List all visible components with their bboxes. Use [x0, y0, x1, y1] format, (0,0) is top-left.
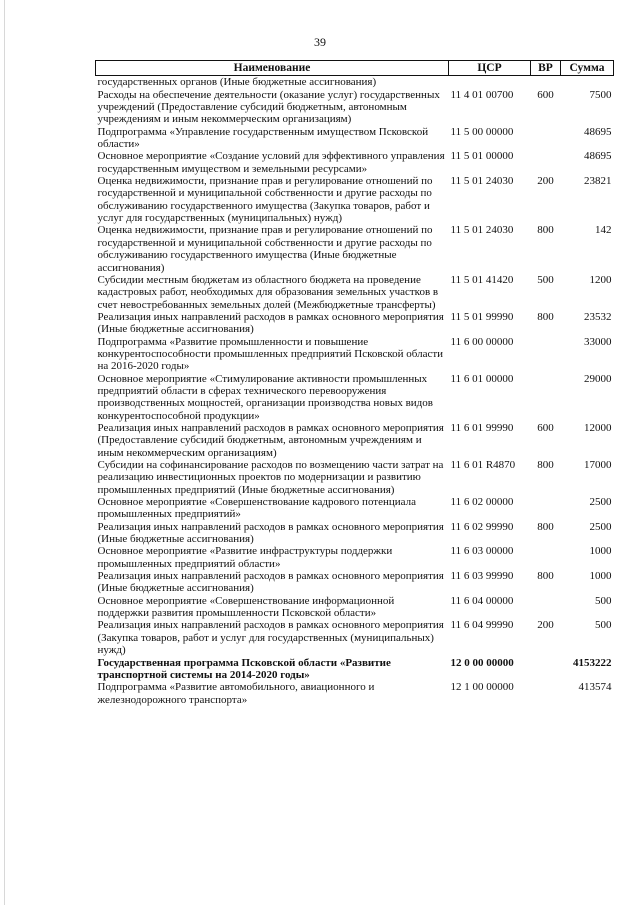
- row-csr: [449, 76, 531, 89]
- table-row: [96, 681, 614, 706]
- header-sum: Сумма: [561, 61, 614, 76]
- row-sum: 23532: [584, 310, 612, 323]
- row-vr: [531, 657, 561, 682]
- row-name: государственных органов (Иные бюджетные ассигнования): [97, 76, 377, 89]
- row-name: Оценка недвижимости, признание прав и регулирование отношений по государственной и муниципальной собственности и другие расходы по обслуживанию государственного имущества (Иные бюджетные ассигнования): [97, 224, 433, 274]
- row-vr: 800: [537, 459, 554, 471]
- table-row: [96, 224, 614, 273]
- row-sum: 33000: [584, 335, 612, 348]
- page-number: 39: [314, 35, 326, 49]
- header-csr: ЦСР: [449, 61, 531, 76]
- table-row: [96, 521, 614, 546]
- row-sum: 2500: [589, 496, 612, 509]
- row-vr: 800: [537, 570, 554, 583]
- row-sum: 17000: [584, 459, 612, 471]
- row-sum: 7500: [589, 88, 612, 101]
- row-name: Подпрограмма «Развитие промышленности и повышение конкурентоспособности промышленных предприятий Псковской области на 2016-2020 годы»: [97, 335, 444, 373]
- row-vr: [531, 76, 561, 89]
- row-sum: 29000: [584, 372, 612, 385]
- row-sum: 1000: [589, 570, 612, 583]
- table-row: [96, 496, 614, 521]
- table-row: [96, 422, 614, 459]
- table-row: [96, 126, 614, 151]
- row-csr: 11 6 04 00000: [450, 594, 514, 607]
- row-csr: 11 5 01 41420: [450, 273, 514, 286]
- row-name: Реализация иных направлений расходов в рамках основного мероприятия (Предоставление субсидий бюджетным, автономным учреждениям и иным некоммерческим организациям): [97, 421, 444, 459]
- row-sum: 500: [595, 619, 612, 632]
- row-vr: [531, 681, 561, 706]
- row-csr: 11 6 01 99990: [450, 421, 514, 434]
- table-row: [96, 175, 614, 224]
- table-row: [96, 595, 614, 620]
- row-name: Реализация иных направлений расходов в рамках основного мероприятия (Иные бюджетные ассигнования): [97, 570, 444, 595]
- row-name: Реализация иных направлений расходов в рамках основного мероприятия (Иные бюджетные ассигнования): [97, 310, 444, 336]
- row-name: Государственная программа Псковской области «Развитие транспортной системы на 2014-2020 годы»: [97, 656, 391, 681]
- table-row: [96, 459, 614, 496]
- row-csr: 11 5 01 00000: [450, 150, 514, 163]
- row-sum: 500: [595, 594, 612, 607]
- row-name: Субсидии на софинансирование расходов по возмещению части затрат на реализацию инвестиционных проектов по модернизации и развитию промышленных предприятий (Иные бюджетные ассигнования): [97, 459, 444, 496]
- row-sum: 142: [595, 224, 612, 237]
- row-name: Основное мероприятие «Стимулирование активности промышленных предприятий области в сферах технического перевооружения производственных мощностей, организации производства новых видов конкурентоспособной продукции»: [97, 372, 433, 422]
- row-vr: [531, 595, 561, 620]
- row-name: Основное мероприятие «Совершенствование информационной поддержки развития промышленности Псковской области»: [97, 594, 395, 620]
- row-vr: 600: [537, 88, 554, 101]
- row-vr: 800: [537, 310, 554, 323]
- budget-table: [95, 60, 614, 706]
- row-vr: [531, 373, 561, 422]
- row-name: Подпрограмма «Управление государственным имуществом Псковской области»: [97, 125, 429, 151]
- table-row: [96, 311, 614, 336]
- row-sum: 2500: [589, 520, 612, 533]
- row-csr: 11 5 01 99990: [450, 310, 514, 323]
- header-vr: ВР: [531, 61, 561, 76]
- row-name: Основное мероприятие «Развитие инфраструктуры поддержки промышленных предприятий области»: [97, 545, 393, 570]
- row-vr: 500: [537, 273, 554, 286]
- row-sum: [561, 76, 614, 89]
- row-vr: 200: [537, 619, 554, 632]
- table-row: [96, 274, 614, 311]
- row-csr: 11 6 02 00000: [450, 496, 514, 509]
- row-csr: 12 0 00 00000: [450, 656, 514, 669]
- row-vr: [531, 150, 561, 175]
- row-csr: 11 4 01 00700: [450, 88, 514, 101]
- table-header-row: [96, 61, 614, 76]
- row-sum: 48695: [584, 150, 612, 163]
- row-name: Реализация иных направлений расходов в рамках основного мероприятия (Закупка товаров, работ и услуг для государственных (муниципальных) нужд): [97, 619, 444, 657]
- row-sum: 1000: [589, 545, 612, 558]
- row-vr: 600: [537, 421, 554, 434]
- table-row: [96, 545, 614, 570]
- row-csr: 11 6 02 99990: [450, 520, 514, 533]
- row-name: Подпрограмма «Развитие автомобильного, авиационного и железнодорожного транспорта»: [97, 681, 375, 706]
- row-sum: 4153222: [573, 656, 612, 669]
- table-row: [96, 150, 614, 175]
- row-vr: [531, 545, 561, 570]
- table-row: [96, 76, 614, 89]
- header-name: Наименование: [96, 61, 449, 76]
- row-csr: 11 6 01 R4870: [450, 459, 516, 471]
- row-sum: 413574: [578, 681, 612, 694]
- row-vr: [531, 336, 561, 373]
- row-csr: 12 1 00 00000: [450, 681, 514, 694]
- row-name: Оценка недвижимости, признание прав и регулирование отношений по государственной и муниципальной собственности и другие расходы по обслуживанию государственного имущества (Закупка товаров, работ и услуг для государственных (муниципальных) нужд): [97, 175, 433, 225]
- row-vr: 200: [537, 175, 554, 188]
- row-csr: 11 6 00 00000: [450, 335, 514, 348]
- table-row: [96, 657, 614, 682]
- row-csr: 11 5 01 24030: [450, 224, 514, 237]
- table-row: [96, 570, 614, 595]
- row-sum: 1200: [589, 273, 612, 286]
- scan-margin-line: [4, 0, 5, 905]
- row-csr: 11 5 00 00000: [450, 125, 514, 138]
- row-vr: 800: [537, 520, 554, 533]
- table-row: [96, 89, 614, 126]
- row-csr: 11 6 03 00000: [450, 545, 514, 558]
- row-sum: 48695: [584, 125, 612, 138]
- row-sum: 12000: [584, 421, 612, 434]
- row-vr: [531, 126, 561, 151]
- table-row: [96, 336, 614, 373]
- row-csr: 11 5 01 24030: [450, 175, 514, 188]
- row-csr: 11 6 03 99990: [450, 570, 514, 583]
- row-csr: 11 6 01 00000: [450, 372, 514, 385]
- table-row: [96, 619, 614, 656]
- row-csr: 11 6 04 99990: [450, 619, 514, 632]
- table-row: [96, 373, 614, 422]
- row-sum: 23821: [584, 175, 612, 188]
- row-name: Реализация иных направлений расходов в рамках основного мероприятия (Иные бюджетные ассигнования): [97, 520, 444, 546]
- row-name: Основное мероприятие «Совершенствование кадрового потенциала промышленных предприятий»: [97, 496, 417, 521]
- table-body: [96, 76, 614, 706]
- row-vr: 800: [537, 224, 554, 237]
- row-name: Основное мероприятие «Создание условий для эффективного управления государственным имуществом и земельными ресурсами»: [97, 150, 445, 175]
- row-name: Субсидии местным бюджетам из областного бюджета на проведение кадастровых работ, необходимых для образования земельных участков в счет невостребованных земельных долей (Межбюджетные трансферты): [97, 273, 439, 311]
- row-name: Расходы на обеспечение деятельности (оказание услуг) государственных учреждений (Предоставление субсидий бюджетным, автономным учреждениям и иным некоммерческим организациям): [97, 88, 440, 126]
- row-vr: [531, 496, 561, 521]
